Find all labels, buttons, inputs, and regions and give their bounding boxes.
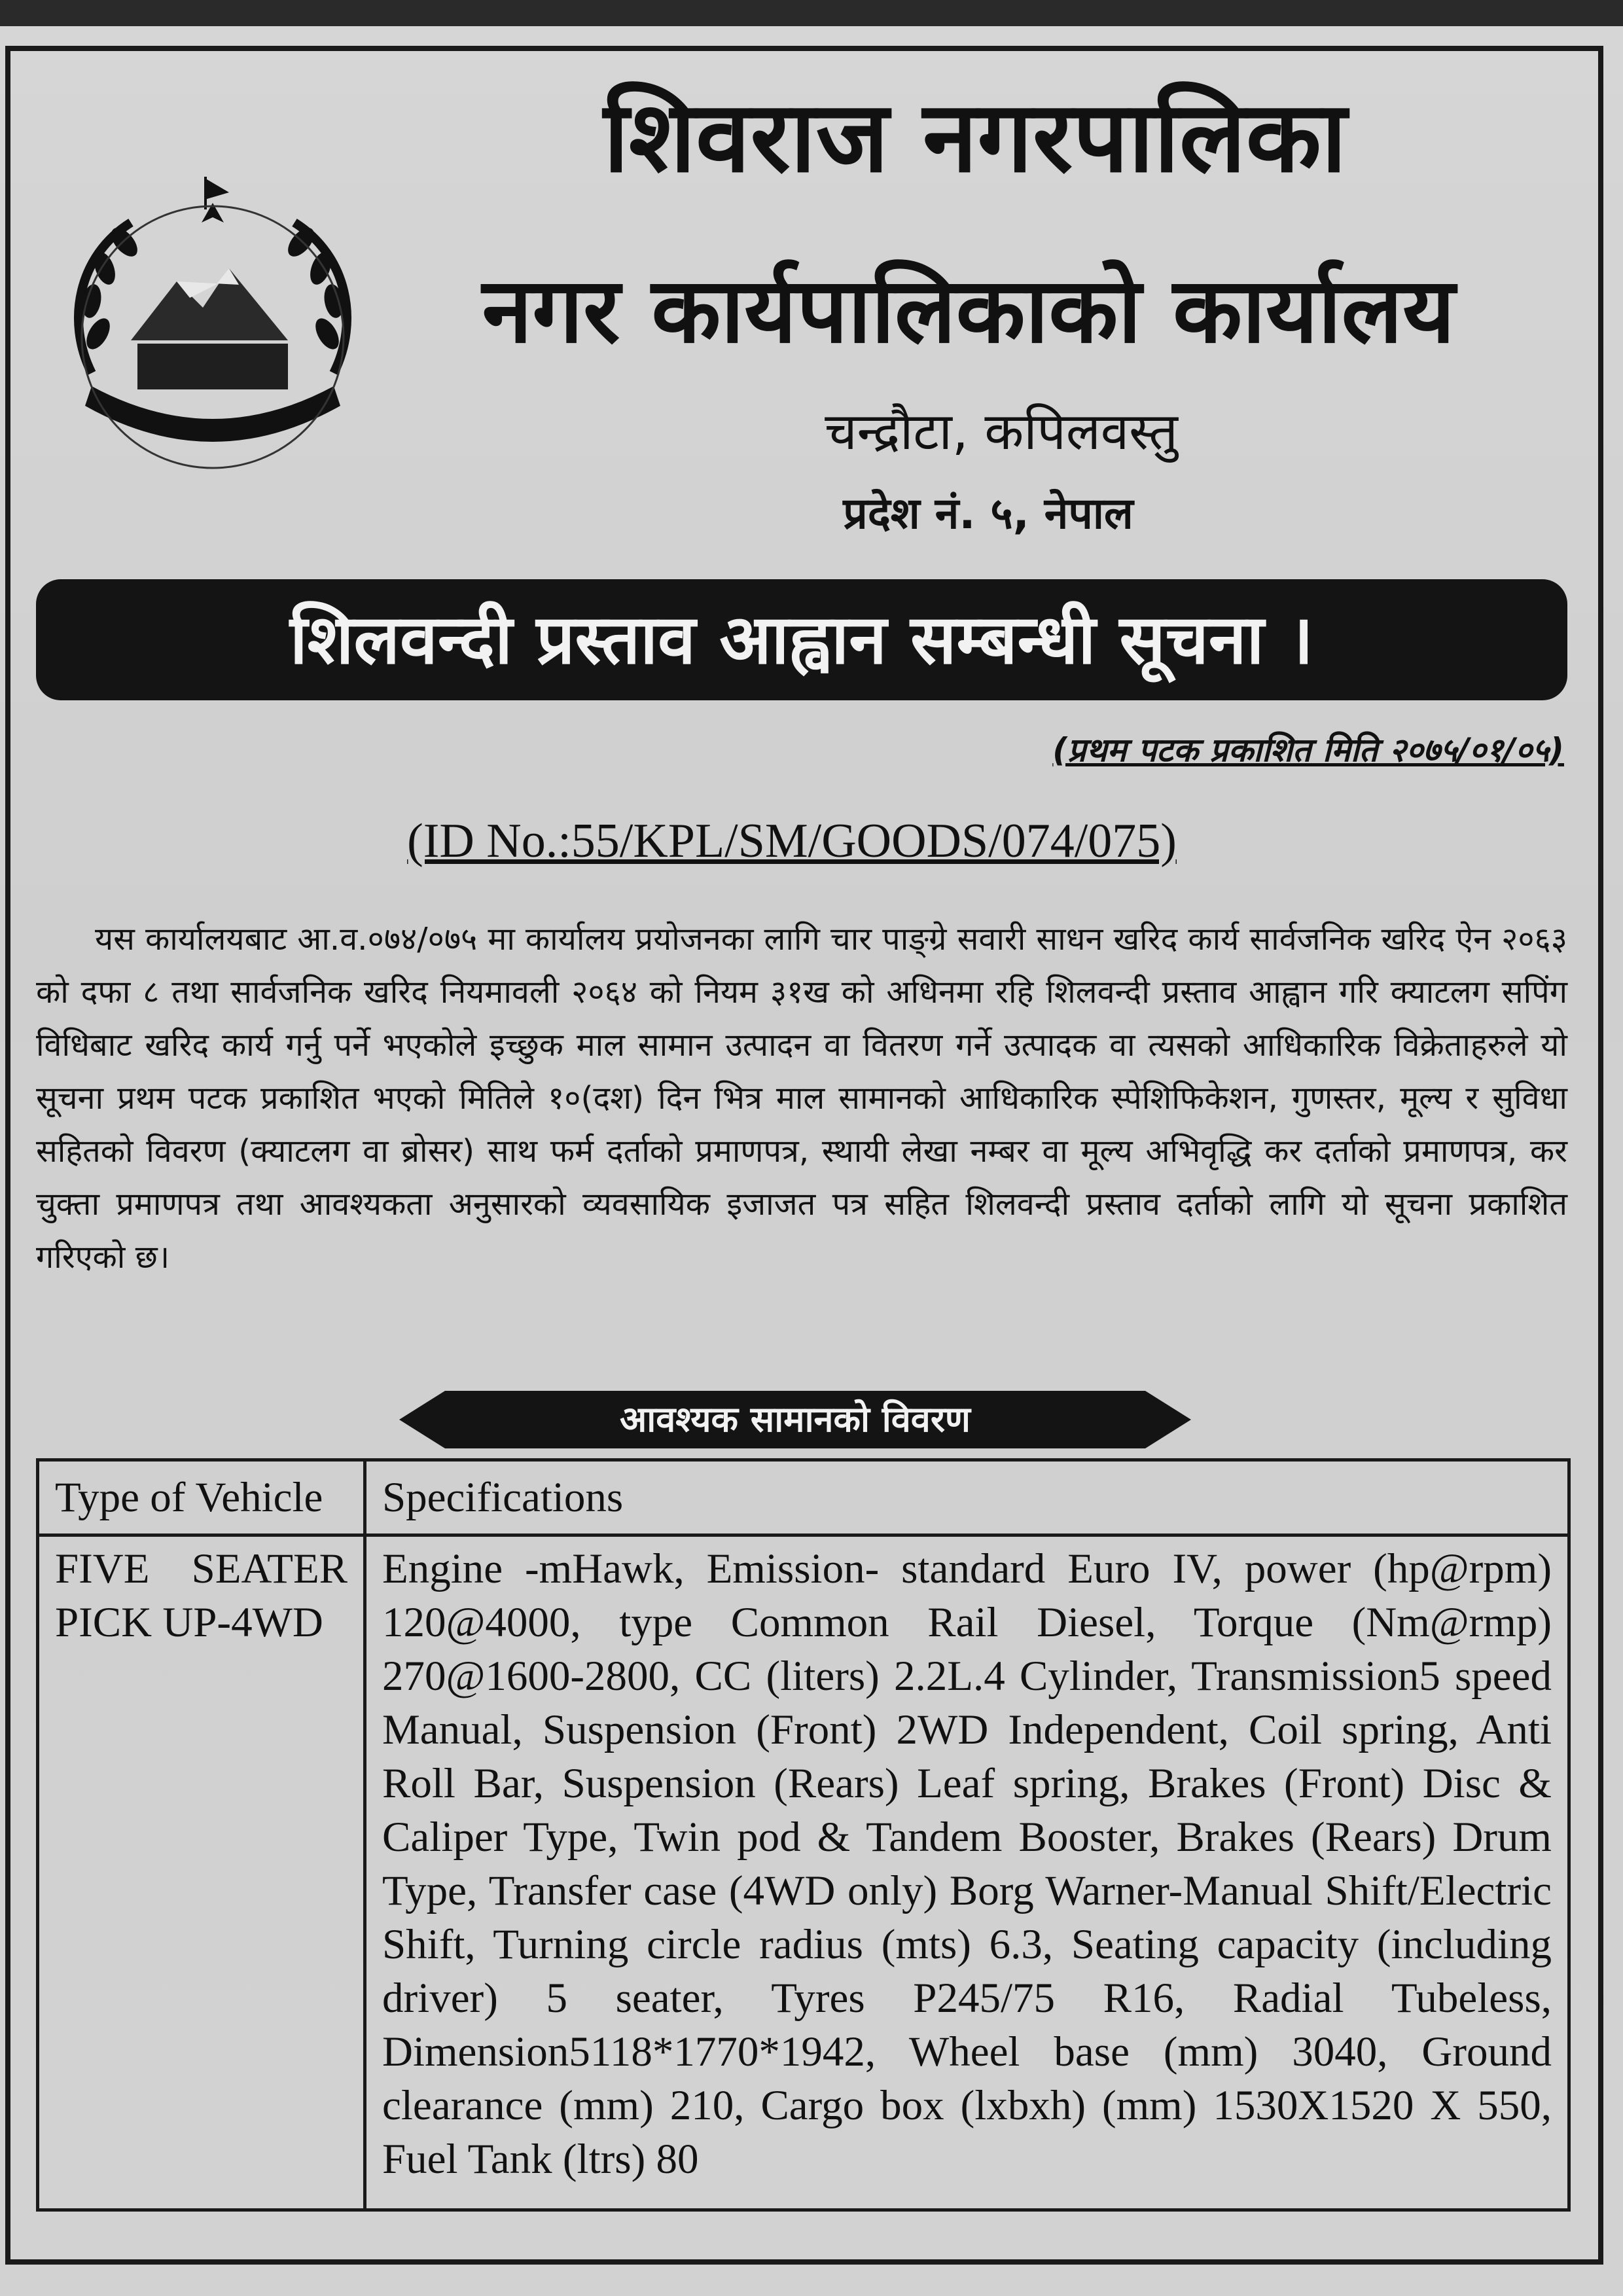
goods-section-heading <box>399 1391 1191 1448</box>
table-row <box>38 1535 1569 2210</box>
table-header-row <box>38 1460 1569 1535</box>
nepal-government-emblem-icon <box>52 177 373 484</box>
goods-section-label: आवश्यक सामानको विवरण <box>620 1399 971 1440</box>
column-header-vehicle-type: Type of Vehicle <box>38 1460 365 1535</box>
id-number: (ID No.:55/KPL/SM/GOODS/074/075) <box>407 814 1177 868</box>
notice-title-banner: शिलवन्दी प्रस्ताव आह्वान सम्बन्धी सूचना । <box>36 579 1567 700</box>
vehicle-spec-table <box>36 1458 1571 2212</box>
first-published-date: (प्रथम पटक प्रकाशित मिति २०७५/०१/०५) <box>1052 731 1564 769</box>
specifications-cell: Engine -mHawk, Emission- standard Euro IV, power (hp@rpm) 120@4000, type Common Rail Diesel, Torque (Nm@rmp) 270@1600-2800, CC (liters) 2.2L.4 Cylinder, Transmission5 speed Manual, Suspension (Front) 2WD Independent, Coil spring, Anti Roll Bar, Suspension (Rears) Leaf spring, Brakes (Front) Disc & Caliper Type, Twin pod & Tandem Booster, Brakes (Rears) Drum Type, Transfer case (4WD only) Borg Warner-Manual Shift/Electric Shift, Turning circle radius (mts) 6.3, Seating capacity (including driver) 5 seater, Tyres P245/75 R16, Radial Tubeless, Dimension5118*1770*1942, Wheel base (mm) 3040, Ground clearance (mm) 210, Cargo box (lxbxh) (mm) 1530X1520 X 550, Fuel Tank (ltrs) 80 <box>365 1535 1569 2210</box>
column-header-specifications: Specifications <box>365 1460 1569 1535</box>
notice-body: यस कार्यालयबाट आ.व.०७४/०७५ मा कार्यालय प्रयोजनका लागि चार पाङ्ग्रे सवारी साधन खरिद कार्य सार्वजनिक खरिद ऐन २०६३ को दफा ८ तथा सार्वजनिक खरिद नियमावली २०६४ को नियम ३१ख को अधिनमा रहि शिलवन्दी प्रस्ताव आह्वान गरि क्याटलग सपिंग विधिबाट खरिद कार्य गर्नु पर्ने भएकोले इच्छुक माल सामान उत्पादन वा वितरण गर्ने उत्पादक वा त्यसको आधिकारिक विक्रेताहरुले यो सूचना प्रथम पटक प्रकाशित भएको मितिले १०(दश) दिन भित्र माल सामानको आधिकारिक स्पेशिफिकेशन, गुणस्तर, मूल्य र सुविधा सहितको विवरण (क्याटलग वा ब्रोसर) साथ फर्म दर्ताको प्रमाणपत्र, स्थायी लेखा नम्बर वा मूल्य अभिवृद्धि कर दर्ताको प्रमाणपत्र, कर चुक्ता प्रमाणपत्र तथा आवश्यकता अनुसारको व्यवसायिक इजाजत पत्र सहित शिलवन्दी प्रस्ताव दर्ताको लागि यो सूचना प्रकाशित गरिएको छ। <box>36 921 1567 1276</box>
top-edge-strip <box>0 0 1623 26</box>
office-name: नगर कार्यपालिकाको कार्यालय <box>482 258 1455 363</box>
address-line-2: प्रदेश नं. ५, नेपाल <box>843 488 1133 539</box>
vehicle-type-cell: FIVE SEATER PICK UP-4WD <box>38 1535 365 2210</box>
address-line-1: चन्द्रौटा, कपिलवस्तु <box>825 403 1178 461</box>
municipality-name: शिवराज नगरपालिका <box>603 81 1347 194</box>
